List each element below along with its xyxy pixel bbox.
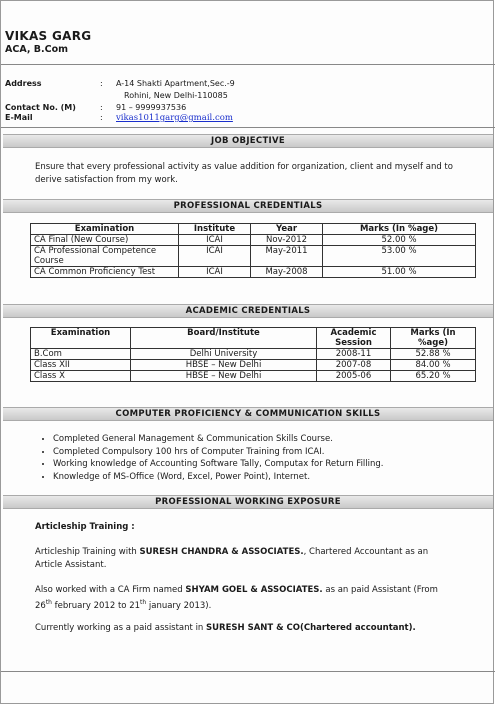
work-date: january 2013). <box>146 600 212 611</box>
ordinal-suffix: th <box>45 598 52 606</box>
work-date: february 2012 to 21 <box>51 600 141 611</box>
articleship-subheading: Articleship Training : <box>35 522 135 532</box>
column-header: Board/Institute <box>131 328 317 349</box>
column-header: Academic Session <box>317 328 391 349</box>
table-cell: Class XII <box>31 360 131 371</box>
column-header: Institute <box>179 224 251 235</box>
job-objective-line2: derive satisfaction from my work. <box>35 174 178 185</box>
table-cell: 52.88 % <box>391 349 476 360</box>
table-cell: CA Common Proficiency Test <box>31 267 179 278</box>
table-cell: CA Final (New Course) <box>31 235 179 246</box>
articleship-paragraph <box>35 546 490 571</box>
work-firm: SHYAM GOEL & ASSOCIATES. <box>185 585 323 595</box>
job-objective-line1: Ensure that every professional activity as value addition for organization, client and myself and to <box>35 162 453 172</box>
table-header-row <box>31 224 476 235</box>
table-cell: 65.20 % <box>391 371 476 382</box>
work-text: as an paid Assistant (From <box>322 585 438 595</box>
computer-skills-list <box>41 433 384 483</box>
table-cell: 53.00 % <box>323 246 476 267</box>
header-divider <box>1 64 495 65</box>
candidate-qualifications: ACA, B.Com <box>5 44 69 55</box>
table-cell: Class X <box>31 371 131 382</box>
work-date: 26 <box>35 600 46 611</box>
articleship-text: Article Assistant. <box>35 559 107 570</box>
column-header: Marks (In %age) <box>391 328 476 349</box>
articleship-firm: SURESH CHANDRA & ASSOCIATES. <box>139 547 304 557</box>
computer-skills-heading: COMPUTER PROFICIENCY & COMMUNICATION SKILLS <box>3 407 493 421</box>
job-objective-heading: JOB OBJECTIVE <box>3 134 493 148</box>
email-label: E-Mail <box>5 113 33 122</box>
table-row <box>31 360 476 371</box>
candidate-name: VIKAS GARG <box>5 29 92 43</box>
table-cell: Nov-2012 <box>251 235 323 246</box>
phone-value: 91 – 9999937536 <box>116 103 187 112</box>
table-cell: 84.00 % <box>391 360 476 371</box>
table-cell: ICAI <box>179 235 251 246</box>
table-cell: May-2008 <box>251 267 323 278</box>
list-item: • Completed Compulsory 100 hrs of Computer Training from ICAI. <box>53 446 384 459</box>
email-link[interactable]: vikas1011garg@gmail.com <box>116 113 233 123</box>
professional-credentials-table <box>30 223 476 278</box>
table-cell: 2007-08 <box>317 360 391 371</box>
work-text: Also worked with a CA Firm named <box>35 585 186 595</box>
address-line2: Rohini, New Delhi-110085 <box>124 91 228 100</box>
table-header-row <box>31 328 476 349</box>
footer-divider <box>1 671 495 672</box>
table-row <box>31 235 476 246</box>
table-cell: 2008-11 <box>317 349 391 360</box>
articleship-text: Articleship Training with <box>35 547 140 557</box>
address-line1: A-14 Shakti Apartment,Sec.-9 <box>116 79 235 88</box>
column-header: Marks (In %age) <box>323 224 476 235</box>
email-colon: : <box>100 113 103 122</box>
academic-credentials-table <box>30 327 476 382</box>
table-cell: May-2011 <box>251 246 323 267</box>
table-cell: HBSE – New Delhi <box>131 371 317 382</box>
phone-label: Contact No. (M) <box>5 103 76 112</box>
table-row <box>31 267 476 278</box>
table-row <box>31 371 476 382</box>
column-header: Year <box>251 224 323 235</box>
address-colon: : <box>100 79 103 88</box>
column-header: Examination <box>31 224 179 235</box>
ordinal-suffix: th <box>140 598 147 606</box>
table-cell: HBSE – New Delhi <box>131 360 317 371</box>
work-paragraph-2 <box>35 584 490 612</box>
work-exposure-heading: PROFESSIONAL WORKING EXPOSURE <box>3 495 493 509</box>
job-objective-text <box>35 161 490 186</box>
academic-credentials-heading: ACADEMIC CREDENTIALS <box>3 304 493 318</box>
table-row <box>31 349 476 360</box>
table-cell: ICAI <box>179 246 251 267</box>
column-header: Examination <box>31 328 131 349</box>
phone-colon: : <box>100 103 103 112</box>
contact-divider <box>1 127 495 128</box>
table-cell: 52.00 % <box>323 235 476 246</box>
work-paragraph-3 <box>35 622 490 635</box>
table-cell: CA Professional Competence Course <box>31 246 179 267</box>
professional-credentials-heading: PROFESSIONAL CREDENTIALS <box>3 199 493 213</box>
table-row <box>31 246 476 267</box>
list-item: • Knowledge of MS-Office (Word, Excel, Power Point), Internet. <box>53 471 384 484</box>
table-cell: 51.00 % <box>323 267 476 278</box>
list-item: • Completed General Management & Communication Skills Course. <box>53 433 384 446</box>
table-cell: ICAI <box>179 267 251 278</box>
table-cell: Delhi University <box>131 349 317 360</box>
articleship-text: , Chartered Accountant as an <box>303 547 429 557</box>
list-item: • Working knowledge of Accounting Software Tally, Computax for Return Filling. <box>53 458 384 471</box>
table-cell: 2005-06 <box>317 371 391 382</box>
address-label: Address <box>5 79 42 88</box>
work-firm: SURESH SANT & CO(Chartered accountant). <box>206 623 416 633</box>
work-text: Currently working as a paid assistant in <box>35 623 207 633</box>
table-cell: B.Com <box>31 349 131 360</box>
